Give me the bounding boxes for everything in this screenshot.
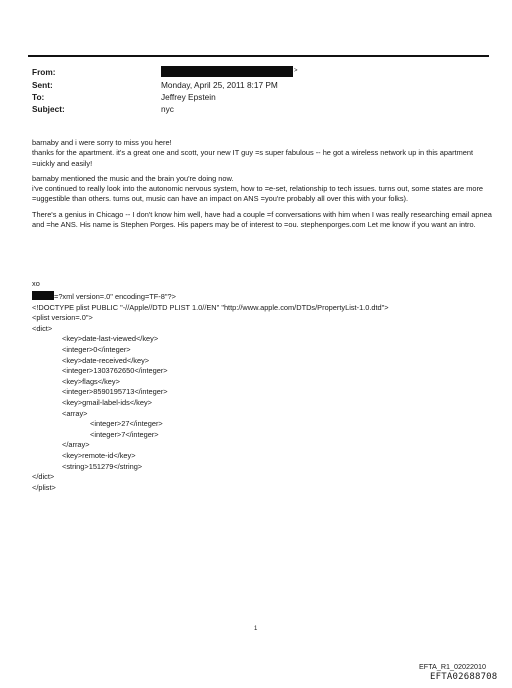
from-label: From: (32, 67, 56, 77)
body-line: barnaby mentioned the music and the brain you're doing now. (32, 173, 234, 183)
bates-number: EFTA02688708 (430, 672, 498, 682)
xml-line: <key>date-received</key> (62, 355, 150, 365)
from-suffix: > (294, 68, 298, 74)
xml-line: <key>flags</key> (62, 376, 120, 386)
xml-line: </plist> (32, 482, 56, 492)
body-line: i've continued to really look into the autonomic nervous system, how to =e-set, relationship to tech issues. turns out, some states are more =uggestible than others. turns out, music can have an impact on ANS =you're probably all over this with your folks). (32, 184, 484, 204)
to-value: Jeffrey Epstein (161, 92, 216, 102)
xml-line: <integer>1303762650</integer> (62, 366, 168, 376)
xml-line: <string>151279</string> (62, 461, 143, 471)
redaction-xml (32, 291, 54, 300)
to-label: To: (32, 92, 45, 102)
body-line: barnaby and i were sorry to miss you here! (32, 138, 172, 147)
page-number: 1 (254, 626, 258, 632)
subject-value: nyc (161, 104, 174, 114)
xml-line: <array> (62, 408, 88, 418)
header-rule (28, 55, 489, 57)
xml-line: <key>gmail-label-ids</key> (62, 397, 152, 407)
xml-line: </array> (62, 440, 90, 450)
xml-line: <key>date-last-viewed</key> (62, 334, 159, 344)
sent-label: Sent: (32, 80, 53, 90)
bates-reference: EFTA_R1_02022010 (419, 662, 486, 671)
xml-line: <integer>7</integer> (90, 429, 159, 439)
xml-line: <dict> (32, 323, 53, 333)
body-paragraph: There's a genius in Chicago -- I don't know him well, have had a couple =f conversations with him when I was really researching email apnea and =he ANS. His name is Stephen Porges. His papers may be of interest to =ou. stephenporges.com Let me know if you want an intro. (32, 209, 492, 230)
xml-line: <integer>8590195713</integer> (62, 387, 168, 397)
xml-line: <integer>27</integer> (90, 419, 163, 429)
xml-line: <!DOCTYPE plist PUBLIC "-//Apple//DTD PLIST 1.0//EN" "http://www.apple.com/DTDs/PropertyList-1.0.dtd"> (32, 302, 389, 312)
xml-line: <integer>0</integer> (62, 344, 131, 354)
redaction-from (161, 66, 293, 77)
email-body (32, 138, 492, 235)
xml-line: =?xml version=.0" encoding=TF-8"?> (54, 292, 176, 301)
subject-label: Subject: (32, 104, 65, 114)
sent-value: Monday, April 25, 2011 8:17 PM (161, 80, 278, 90)
body-line: thanks for the apartment. it's a great one and scott, your new IT guy =s super fabulous -- he got a wireless network up in this apartment =uickly and easily! (32, 148, 474, 168)
xml-line: <plist version=.0"> (32, 313, 93, 323)
xml-line: <key>remote-id</key> (62, 450, 136, 460)
plist-block (32, 291, 389, 493)
xml-line: </dict> (32, 472, 55, 482)
signoff: xo (32, 279, 40, 288)
